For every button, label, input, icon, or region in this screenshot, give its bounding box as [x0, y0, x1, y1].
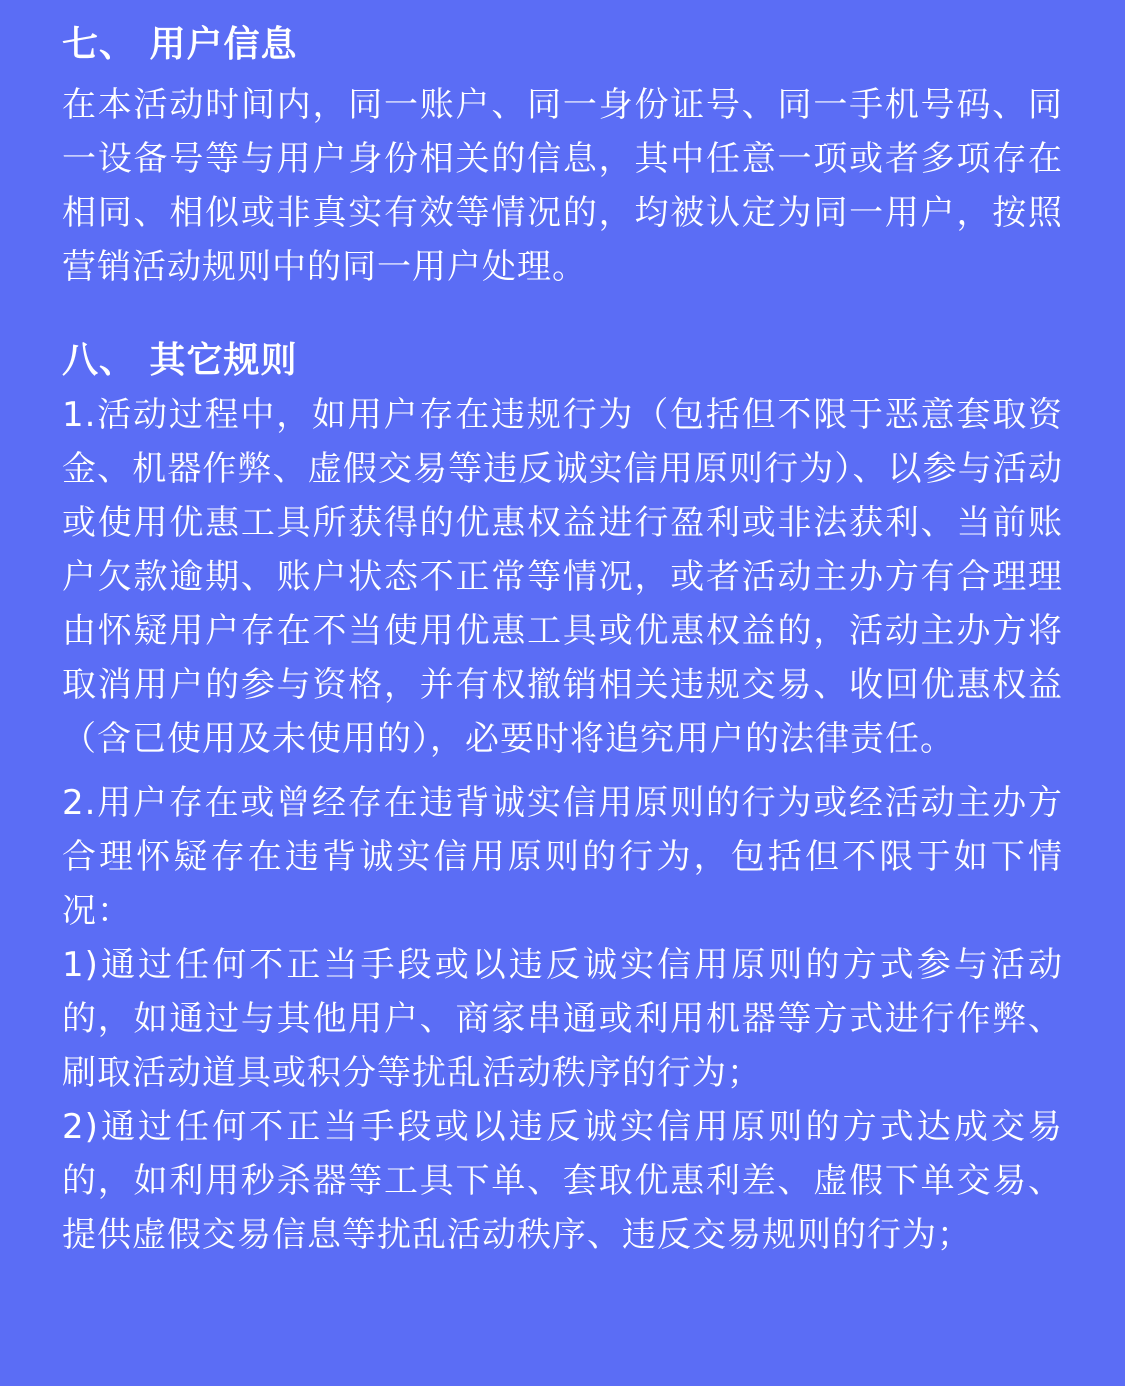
- rule-1-paragraph: 1.活动过程中，如用户存在违规行为（包括但不限于恶意套取资金、机器作弊、虚假交易等违反诚实信用原则行为）、以参与活动或使用优惠工具所获得的优惠权益进行盈利或非法获利、当前账户欠款逾期、账户状态不正常等情况，或者活动主办方有合理理由怀疑用户存在不当使用优惠工具或优惠权益的，活动主办方将取消用户的参与资格，并有权撤销相关违规交易、收回优惠权益（含已使用及未使用的），必要时将追究用户的法律责任。: [62, 395, 1063, 759]
- paragraph-gap: [62, 766, 1063, 776]
- section-7-title: 七、 用户信息: [62, 24, 298, 65]
- rule-2-item-1: 1)通过任何不正当手段或以违反诚实信用原则的方式参与活动的，如通过与其他用户、商家串通或利用机器等方式进行作弊、刷取活动道具或积分等扰乱活动秩序的行为；: [62, 945, 1063, 1093]
- rule-2-paragraph: 2.用户存在或曾经存在违背诚实信用原则的行为或经活动主办方合理怀疑存在违背诚实信用原则的行为，包括但不限于如下情况：: [62, 783, 1063, 931]
- section-8-title: 八、 其它规则: [62, 340, 298, 381]
- section-gap: [62, 294, 1063, 334]
- section-7-paragraph: 在本活动时间内，同一账户、同一身份证号、同一手机号码、同一设备号等与用户身份相关的信息，其中任意一项或者多项存在相同、相似或非真实有效等情况的，均被认定为同一用户，按照营销活动规则中的同一用户处理。: [62, 85, 1063, 287]
- rule-2-item-2: 2)通过任何不正当手段或以违反诚实信用原则的方式达成交易的，如利用秒杀器等工具下单、套取优惠利差、虚假下单交易、提供虚假交易信息等扰乱活动秩序、违反交易规则的行为；: [62, 1107, 1063, 1255]
